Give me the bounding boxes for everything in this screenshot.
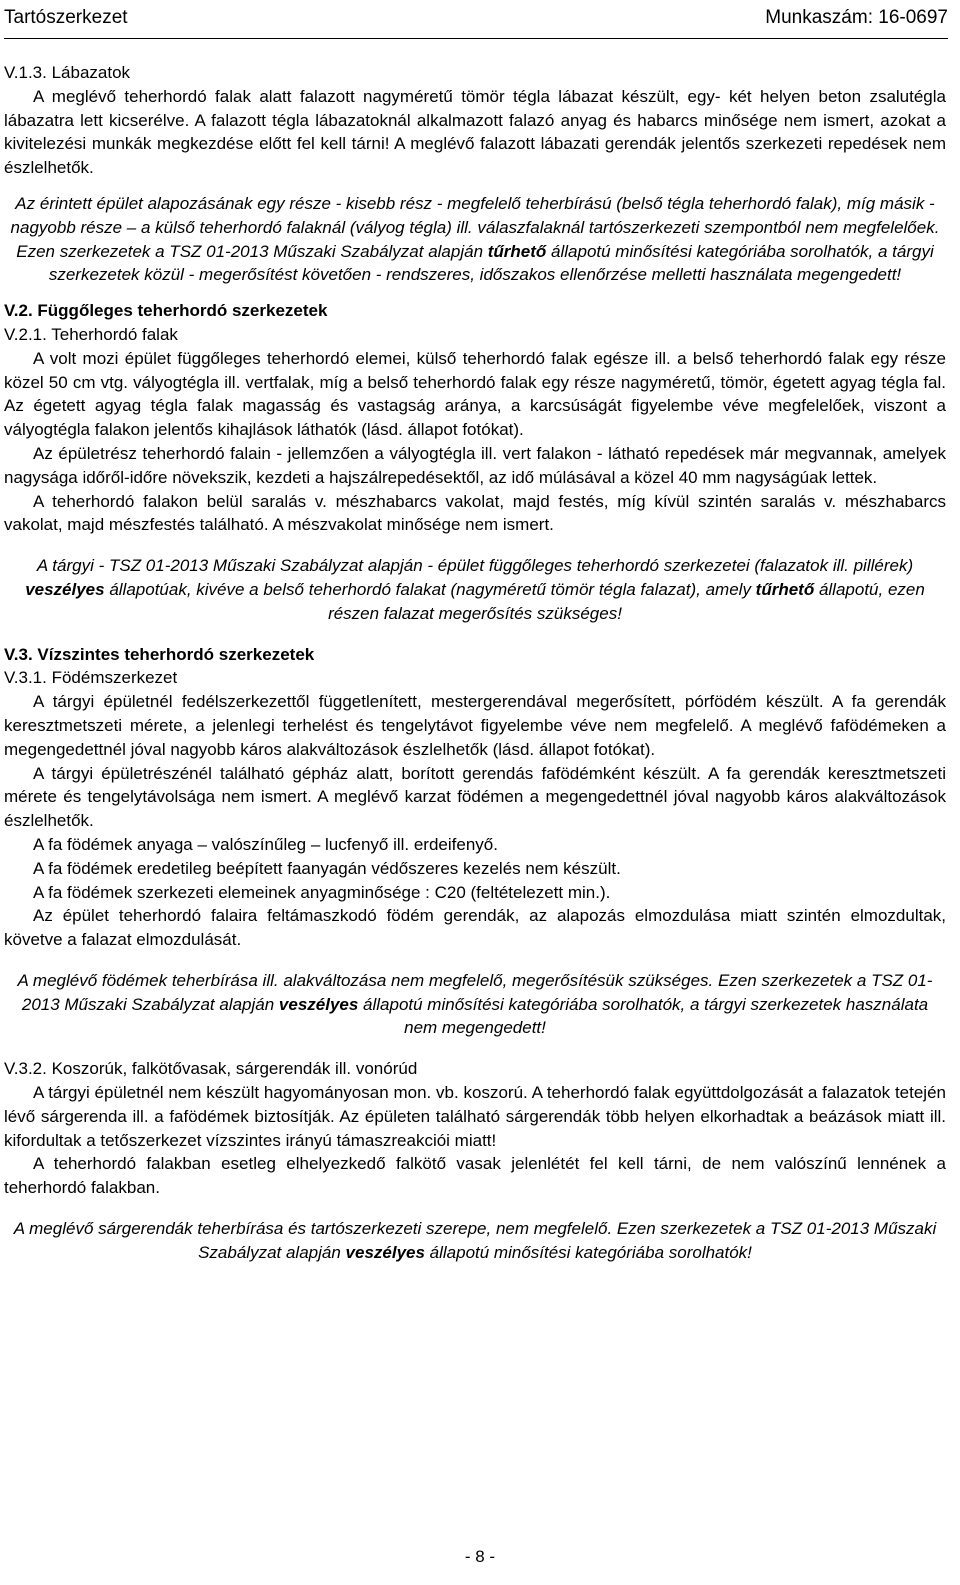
section-v21-paragraph-2: Az épületrész teherhordó falain - jellemzően a vályogtégla ill. vert falakon - látható repedések már megvannak, amelyek nagysága időről-időre növekszik, kezdeti a hajszálrepedésektől, az idő múlásával a közel 40 mm nagyságúak lettek. xyxy=(4,443,946,487)
section-v21-paragraph-3: A teherhordó falakon belül saralás v. mészhabarcs vakolat, majd festés, míg kívül szintén saralás v. mészhabarcs vakolat, majd mészfestés található. A mészvakolat minősége nem ismert. xyxy=(4,491,946,535)
section-v3-heading: V.3. Vízszintes teherhordó szerkezetek xyxy=(4,644,315,664)
section-v32-title: V.3.2. Koszorúk, falkötővasak, sárgerendák ill. vonórúd xyxy=(4,1059,418,1079)
note-text: állapotú minősítési kategóriába sorolhatók, a tárgyi szerkezetek használata nem megengedett! xyxy=(358,994,929,1038)
section-v32-assessment xyxy=(4,1217,946,1265)
note-text: állapotú, ezen részen falazat megerősítés szükséges! xyxy=(328,579,925,623)
note-text: állapotú minősítési kategóriába sorolhatók, a tárgyi szerkezetek közül - megerősítést követően - rendszeres, időszakos ellenőrzése melletti használata megengedett! xyxy=(48,241,934,285)
page-number: - 8 - xyxy=(464,1547,496,1566)
section-v13-paragraph: A meglévő teherhordó falak alatt falazott nagyméretű tömör tégla lábazat készült, egy- két helyen beton zsalutégla lábazatra lett kicserélve. A falazott tégla lábazatoknál alkalmazott falazó anyag és habarcs minősége nem ismert, azokat a kivitelezési munkák megkezdése előtt fel kell tárni! A meglévő falazott lábazati gerendák jelentős szerkezeti repedések nem észlelhetők. xyxy=(4,86,946,178)
section-v31-title: V.3.1. Födémszerkezet xyxy=(4,668,178,688)
page-header xyxy=(4,4,948,39)
section-v31-paragraph-4: A fa födémek eredetileg beépített faanyagán védőszeres kezelés nem készült. xyxy=(33,858,621,878)
section-v13-assessment xyxy=(4,192,946,287)
section-v31-paragraph-2: A tárgyi épületrészénél található gépház alatt, borított gerendás fafödémként készült. A fa gerendák keresztmetszeti mérete és tengelytávolsága nem ismert. A meglévő karzat födémen a megengedettnél jóval nagyobb káros alakváltozások észlelhetők. xyxy=(4,763,946,831)
note-text: A meglévő sárgerendák teherbírása és tartószerkezeti szerepe, nem megfelelő. Ezen szerkezetek a TSZ 01-2013 Műszaki Szabályzat alapján xyxy=(13,1219,937,1262)
section-v31-paragraph-5: A fa födémek szerkezeti elemeinek anyagminősége : C20 (feltételezett min.). xyxy=(33,882,611,902)
section-v31-paragraph-3: A fa födémek anyaga – valószínűleg – lucfenyő ill. erdeifenyő. xyxy=(33,834,498,854)
section-v13-title: V.1.3. Lábazatok xyxy=(4,63,131,82)
section-v21-paragraph-1: A volt mozi épület függőleges teherhordó elemei, külső teherhordó falak egésze ill. a belső teherhordó falak egy része közel 50 cm vtg. vályogtégla ill. vertfalak, míg a belső teherhordó falak egy része nagyméretű, tömör, égetett agyag tégla fal. Az égetett agyag tégla falak magasság és vastagság aránya, a karcsúságát figyelembe véve megfelelőek, viszont a vályogtégla falakon jelentős kihajlások láthatók (lásd. állapot fotókat). xyxy=(4,348,946,440)
note-emphasis: tűrhető xyxy=(755,579,815,599)
note-emphasis: veszélyes xyxy=(278,994,359,1014)
note-text: A meglévő födémek teherbírása ill. alakváltozása nem megfelelő, megerősítésük szükséges. Ezen szerkezetek a TSZ 01-2013 Műszaki Szabályzat alapján xyxy=(17,970,933,1014)
header-job-number: Munkaszám: 16-0697 xyxy=(765,7,948,28)
header-discipline: Tartószerkezet xyxy=(4,7,128,28)
section-v21-title: V.2.1. Teherhordó falak xyxy=(4,324,178,344)
section-v31-assessment xyxy=(4,969,946,1040)
section-v2-heading: V.2. Függőleges teherhordó szerkezetek xyxy=(4,301,328,321)
note-emphasis: veszélyes xyxy=(345,1242,425,1262)
note-text: Az érintett épület alapozásának egy része - kisebb rész - megfelelő teherbírású (belső tégla teherhordó falak), míg másik - nagyobb része – a külső teherhordó falaknál (vályog tégla) ill. válaszfalaknál tartószerkezeti szempontból nem megfelelőek. Ezen szerkezetek a TSZ 01-2013 Műszaki Szabályzat alapján xyxy=(10,193,940,261)
section-v32-paragraph-2: A teherhordó falakban esetleg elhelyezkedő falkötő vasak jelenlétét fel kell tárni, de nem valószínű lennének a teherhordó falakban. xyxy=(4,1154,946,1198)
section-v21-assessment xyxy=(4,554,946,625)
note-text: A tárgyi - TSZ 01-2013 Műszaki Szabályzat alapján - épület függőleges teherhordó szerkezetei (falazatok ill. pillérek) xyxy=(36,556,914,576)
document-body xyxy=(4,61,946,1265)
section-v31-paragraph-6: Az épület teherhordó falaira feltámaszkodó födém gerendák, az alapozás elmozdulása miatt szintén elmozdultak, követve a falazat elmozdulását. xyxy=(4,906,946,950)
note-emphasis: veszélyes xyxy=(25,579,105,599)
section-v32-paragraph-1: A tárgyi épületnél nem készült hagyományosan mon. vb. koszorú. A teherhordó falak együttdolgozását a falazatok tetején lévő sárgerenda ill. a fafödémek biztosítják. Az épületen található sárgerendák több helyen elkorhadtak a beázások miatt ill. kifordultak a tetőszerkezet vízszintes irányú támaszreakciói miatt! xyxy=(4,1083,946,1150)
note-text: állapotúak, kivéve a belső teherhordó falakat (nagyméretű tömör tégla falazat), amely xyxy=(104,579,756,599)
note-text: állapotú minősítési kategóriába sorolhatók! xyxy=(424,1242,752,1262)
note-emphasis: tűrhető xyxy=(487,241,547,261)
section-v31-paragraph-1: A tárgyi épületnél fedélszerkezettől függetlenített, mestergerendával megerősített, pórfödém készült. A fa gerendák keresztmetszeti mérete, a jelenlegi terhelést és tengelytávot figyelembe véve nem megfelelő. A meglévő fafödémeken a megengedettnél jóval nagyobb káros alakváltozások észlelhetők (lásd. állapot fotókat). xyxy=(4,692,946,759)
